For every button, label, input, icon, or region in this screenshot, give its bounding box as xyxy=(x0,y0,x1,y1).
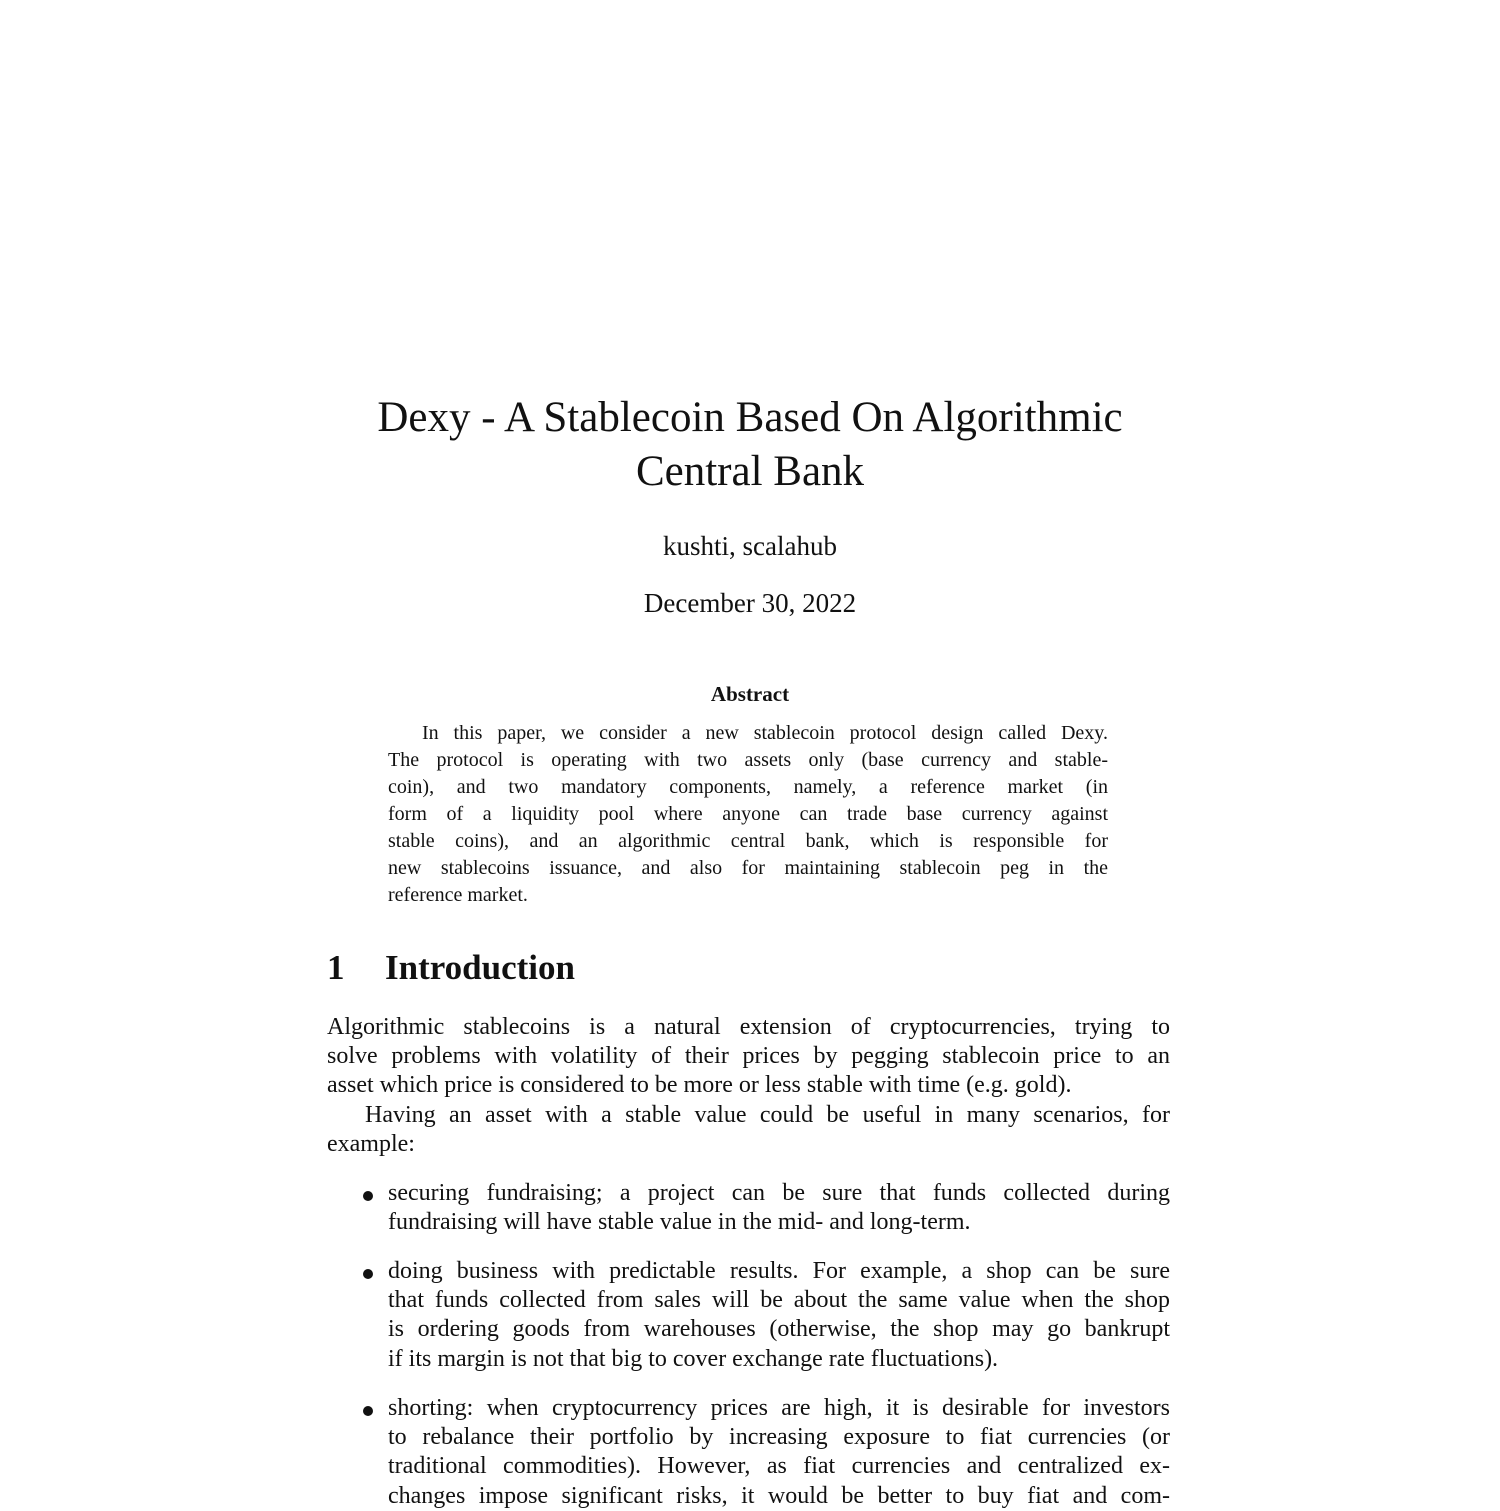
text-line: to rebalance their portfolio by increasing exposure to fiat currencies (or xyxy=(388,1424,1170,1451)
section-title: Introduction xyxy=(385,948,575,987)
authors: kushti, scalahub xyxy=(663,531,837,561)
date: December 30, 2022 xyxy=(643,588,857,618)
abstract-line: In this paper, we consider a new stablecoin protocol design called Dexy. xyxy=(422,722,1108,744)
text-line: Algorithmic stablecoins is a natural extension of cryptocurrencies, trying to xyxy=(327,1014,1170,1040)
section-number: 1 xyxy=(327,948,345,987)
abstract-line: coin), and two mandatory components, namely, a reference market (in xyxy=(388,776,1108,798)
text-line: if its margin is not that big to cover exchange rate fluctuations). xyxy=(388,1345,999,1372)
abstract-line: form of a liquidity pool where anyone can trade base currency against xyxy=(388,803,1108,825)
paragraph xyxy=(327,1013,1170,1159)
text-line: changes impose significant risks, it would be better to buy fiat and com- xyxy=(388,1482,1170,1509)
section-heading xyxy=(327,948,575,988)
text-line: solve problems with volatility of their prices by pegging stablecoin price to an xyxy=(327,1043,1170,1070)
abstract-line: The protocol is operating with two assets only (base currency and stable- xyxy=(388,749,1108,771)
title-line: Dexy - A Stablecoin Based On Algorithmic xyxy=(377,394,1123,441)
bullet-icon xyxy=(363,1269,373,1279)
text-line: asset which price is considered to be more or less stable with time (e.g. gold). xyxy=(327,1072,1072,1099)
abstract-line: stable coins), and an algorithmic central bank, which is responsible for xyxy=(388,830,1108,852)
list-item xyxy=(327,1394,1170,1511)
text-line: example: xyxy=(327,1130,415,1157)
abstract-line: reference market. xyxy=(388,884,528,906)
text-line: traditional commodities). However, as fiat currencies and centralized ex- xyxy=(388,1453,1170,1480)
text-line: is ordering goods from warehouses (otherwise, the shop may go bankrupt xyxy=(388,1316,1170,1343)
bullet-icon xyxy=(363,1406,373,1416)
list-item xyxy=(327,1179,1170,1237)
text-line: securing fundraising; a project can be sure that funds collected during xyxy=(388,1180,1170,1206)
text-line: that funds collected from sales will be about the same value when the shop xyxy=(388,1287,1170,1314)
text-line: shorting: when cryptocurrency prices are high, it is desirable for investors xyxy=(388,1395,1170,1421)
text-line: fundraising will have stable value in the mid- and long-term. xyxy=(388,1209,971,1236)
bullet-icon xyxy=(363,1191,373,1201)
text-line: doing business with predictable results. For example, a shop can be sure xyxy=(388,1258,1170,1284)
list-item xyxy=(327,1257,1170,1374)
title-line: Central Bank xyxy=(635,448,865,495)
text-line: Having an asset with a stable value could be useful in many scenarios, for xyxy=(365,1101,1170,1128)
abstract-heading: Abstract xyxy=(710,682,790,706)
paper-title xyxy=(0,391,1500,499)
abstract-line: new stablecoins issuance, and also for maintaining stablecoin peg in the xyxy=(388,857,1108,879)
abstract xyxy=(388,720,1108,909)
